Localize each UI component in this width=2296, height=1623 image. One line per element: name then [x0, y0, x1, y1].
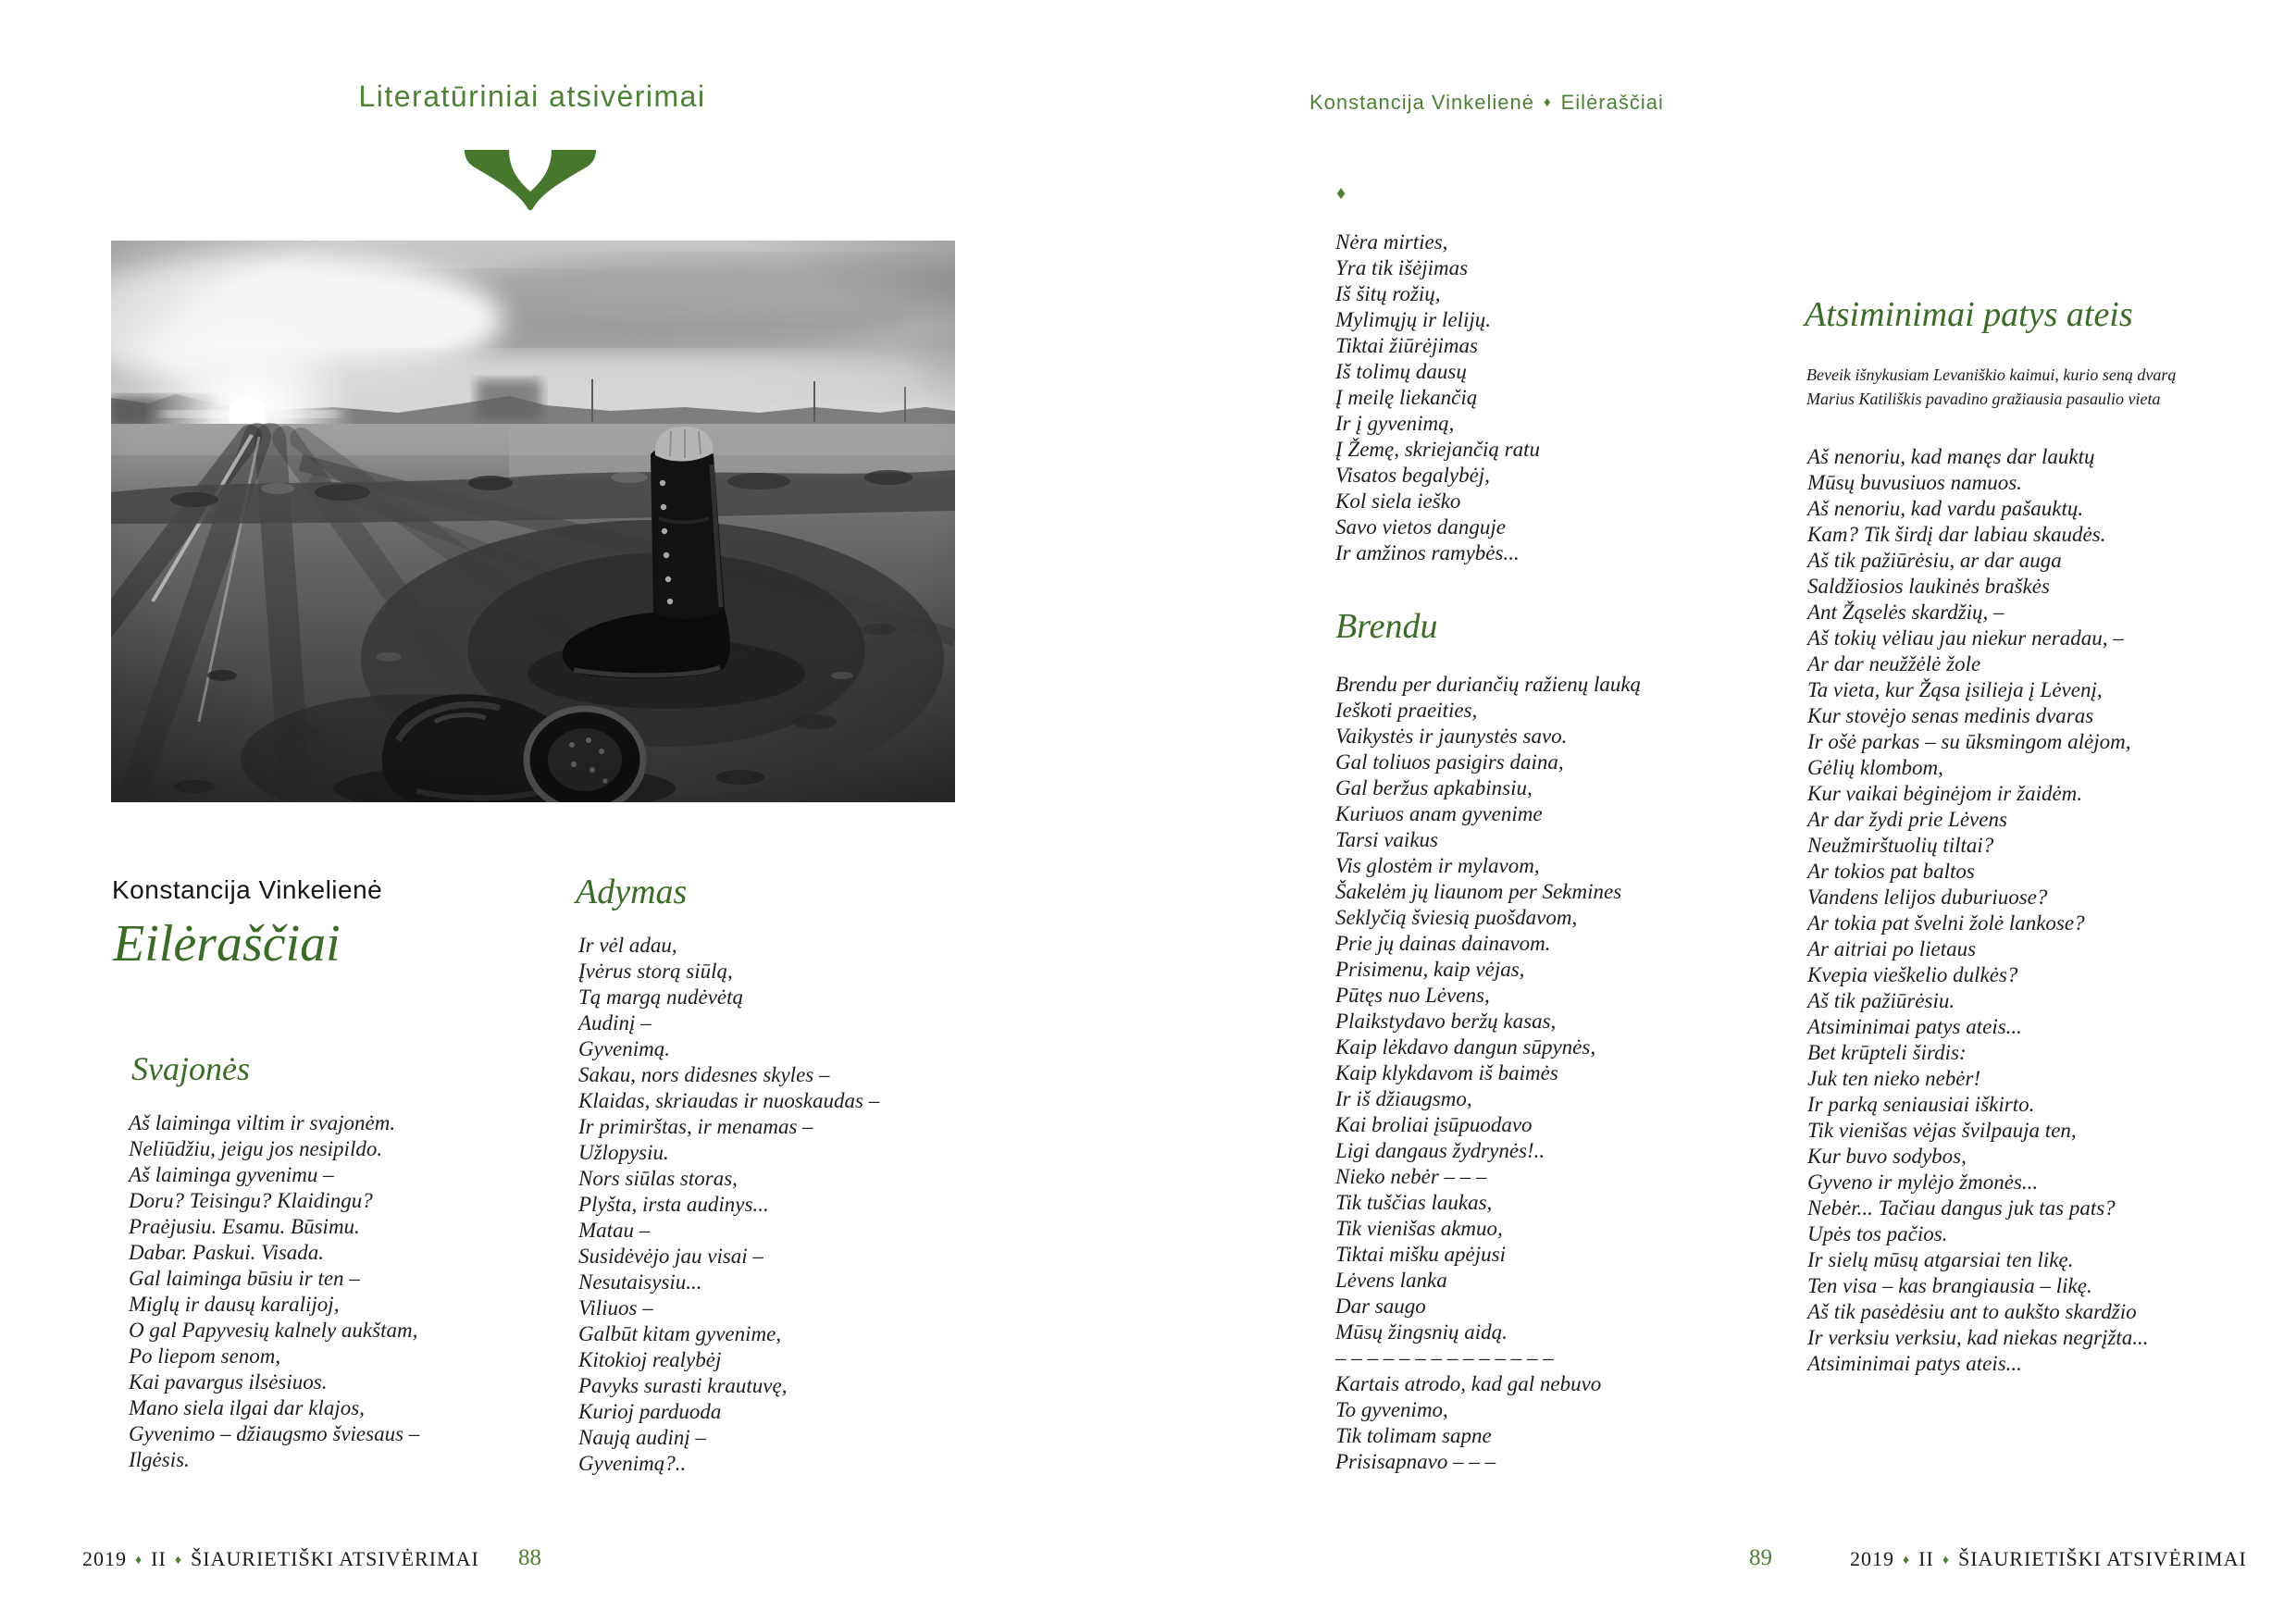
section-header: Literatūriniai atsivėrimai [358, 80, 706, 113]
poem-line: Aš tokių vėliau jau niekur neradau, – [1807, 626, 2124, 650]
poem-line: Ar tokia pat švelni žolė lankose? [1807, 911, 2085, 935]
poem-line: Nieko nebėr – – – [1335, 1165, 1487, 1188]
poem-line: Aš laiminga viltim ir svajonėm. [129, 1111, 396, 1134]
poem-line: Dabar. Paskui. Visada. [129, 1241, 325, 1264]
poem-title-svajones: Svajonės [131, 1050, 250, 1087]
poem-line: Kartais atrodo, kad gal nebuvo [1335, 1372, 1602, 1395]
poem-line: Aš nenoriu, kad vardu pašauktų. [1807, 497, 2084, 520]
poem-line: Tiktai mišku apėjusi [1335, 1243, 1506, 1266]
poem-line: Ir ošė parkas – su ūksmingom alėjom, [1807, 730, 2131, 753]
poem-line: Brendu per duriančių ražienų lauką [1335, 673, 1642, 696]
poem-line: Tą margą nudėvėtą [578, 985, 744, 1009]
poem-line: Kaip klykdavom iš baimės [1335, 1061, 1558, 1084]
poem-line: Dar saugo [1335, 1295, 1426, 1318]
poem-line: Ieškoti praeities, [1335, 699, 1478, 722]
right-page-number: 89 [1749, 1545, 1772, 1570]
poem-line: Mylimųjų ir lelijų. [1335, 308, 1492, 331]
poem-line: Ir parką seniausiai iškirto. [1807, 1093, 2035, 1116]
poem-untitled [1335, 229, 1540, 566]
poem-line: Tik vienišas vėjas švilpauja ten, [1807, 1119, 2077, 1142]
poem-line: Nors siūlas storas, [578, 1167, 738, 1190]
poem-title-adymas: Adymas [576, 873, 688, 911]
diamond-icon: ♦ [1942, 1554, 1950, 1567]
poem-line: Tiktai žiūrėjimas [1335, 334, 1478, 357]
poem-line: Lėvens lanka [1335, 1269, 1447, 1292]
poem-line: Tik vienišas akmuo, [1335, 1217, 1503, 1240]
poem-line: Aš tik pažiūrėsiu, ar dar auga [1807, 549, 2062, 572]
open-book-logo [461, 146, 600, 213]
poem-svajones [129, 1110, 419, 1473]
poem-line: Ten visa – kas brangiausia – likę. [1807, 1274, 2092, 1297]
poem-line: Kai broliai įsūpuodavo [1335, 1113, 1533, 1136]
poem-epigraph [1806, 363, 2176, 411]
poem-marker-diamond-icon: ♦ [1336, 183, 1347, 204]
poem-line: Mano siela ilgai dar klajos, [129, 1396, 365, 1419]
poem-line: Gal beržus apkabinsiu, [1335, 776, 1533, 799]
poem-line: Kur vaikai bėginėjom ir žaidėm. [1807, 782, 2083, 805]
poem-line: Klaidas, skriaudas ir nuoskaudas – [578, 1089, 880, 1112]
poem-line: Gėlių klombom, [1807, 756, 1943, 779]
poem-line: Yra tik išėjimas [1335, 256, 1469, 279]
poem-line: Vaikystės ir jaunystės savo. [1335, 725, 1568, 748]
poem-line: Ar tokios pat baltos [1807, 860, 1975, 883]
poem-line: Ta vieta, kur Žąsa įsilieja į Lėvenį, [1807, 678, 2103, 701]
poem-brendu [1335, 672, 1641, 1475]
poem-line: Ir primirštas, ir menamas – [578, 1115, 813, 1138]
poem-line: Juk ten nieko nebėr! [1807, 1067, 1981, 1090]
poem-line: Kol siela ieško [1335, 489, 1461, 513]
footer-magazine: ŠIAURIETIŠKI ATSIVĖRIMAI [190, 1547, 479, 1570]
footer-magazine: ŠIAURIETIŠKI ATSIVĖRIMAI [1957, 1547, 2247, 1570]
header-title: Eilėraščiai [1560, 91, 1664, 114]
poem-line: Plyšta, irsta audinys... [578, 1193, 769, 1216]
diamond-icon: ♦ [1543, 94, 1552, 110]
poem-line: Atsiminimai patys ateis... [1807, 1352, 2022, 1375]
poem-line: Ir iš džiaugsmo, [1335, 1087, 1472, 1110]
poem-line: Įvėrus storą siūlą, [578, 960, 733, 983]
poem-line: Audinį – [578, 1011, 652, 1035]
poem-line: Kuriuos anam gyvenime [1335, 802, 1543, 825]
poem-line: Viliuos – [578, 1296, 653, 1319]
poem-line: Susidėvėjo jau visai – [578, 1245, 763, 1268]
poem-line: Gyveno ir mylėjo žmonės... [1807, 1171, 2039, 1194]
poem-line: Kur stovėjo senas medinis dvaras [1807, 704, 2094, 727]
diamond-icon: ♦ [174, 1554, 182, 1567]
poem-adymas [578, 933, 879, 1477]
poem-line: Marius Katiliškis pavadino gražiausia pasaulio vieta [1806, 390, 2161, 408]
poem-line: Į Žemę, skriejančią ratu [1335, 438, 1541, 461]
poem-title-atsiminimai: Atsiminimai patys ateis [1805, 295, 2133, 334]
poem-line: Kitokioj realybėj [578, 1348, 722, 1371]
poem-line: Savo vietos danguje [1335, 515, 1506, 539]
poem-line: Gyvenimo – džiaugsmo šviesaus – [129, 1422, 420, 1445]
poem-line: Ant Žąselės skardžių, – [1807, 601, 2004, 624]
header-author: Konstancija Vinkelienė [1309, 91, 1534, 114]
poem-line: Seklyčią šviesią puošdavom, [1335, 906, 1578, 929]
poem-line: Visatos begalybėj, [1335, 464, 1490, 487]
poem-line: Plaikstydavo beržų kasas, [1335, 1010, 1557, 1033]
poem-line: Ir vėl adau, [578, 934, 677, 957]
poem-line: Ar dar žydi prie Lėvens [1807, 808, 2007, 831]
poem-line: Gal toliuos pasigirs daina, [1335, 750, 1564, 774]
poem-line: Ir verksiu verksiu, kad niekas negrįžta... [1807, 1326, 2149, 1349]
poem-line: Į meilę liekančią [1335, 386, 1478, 409]
poem-line: Iš tolimų dausų [1335, 360, 1467, 383]
poem-line: Ir sielų mūsų atgarsiai ten likę. [1807, 1248, 2074, 1271]
field-photo [111, 241, 955, 802]
poem-line: Aš nenoriu, kad manęs dar lauktų [1807, 445, 2095, 468]
poem-line: Kvepia vieškelio dulkės? [1807, 963, 2018, 986]
poem-line: Doru? Teisingu? Klaidingu? [129, 1189, 373, 1212]
footer-year: 2019 [1850, 1547, 1894, 1570]
poem-line: Galbūt kitam gyvenime, [578, 1322, 782, 1345]
poem-line: Kur buvo sodybos, [1807, 1145, 1967, 1168]
poem-line: Užlopysiu. [578, 1141, 669, 1164]
poem-line: Gyvenimą. [578, 1037, 670, 1060]
poem-line: Šakelėm jų liaunom per Sekmines [1335, 880, 1622, 903]
poem-line: Naują audinį – [578, 1426, 707, 1449]
poem-line: Nėra mirties, [1335, 230, 1448, 254]
right-page-header [1309, 91, 1664, 115]
poem-atsiminimai [1807, 444, 2149, 1377]
poem-line: Aš tik pažiūrėsiu. [1807, 989, 1955, 1012]
poem-line: Ar aitriai po lietaus [1807, 937, 1977, 960]
poem-line: Mūsų žingsnių aidą. [1335, 1320, 1508, 1344]
right-footer [1850, 1547, 2247, 1571]
poem-line: Po liepom senom, [129, 1344, 281, 1368]
poem-line: Nebėr... Tačiau dangus juk tas pats? [1807, 1196, 2116, 1220]
poem-line: Ligi dangaus žydrynės!.. [1335, 1139, 1545, 1162]
poem-line: Tarsi vaikus [1335, 828, 1438, 851]
left-footer [82, 1547, 479, 1571]
poem-line: Prie jų dainas dainavom. [1335, 932, 1551, 955]
poem-line: Gal laiminga būsiu ir ten – [129, 1267, 360, 1290]
poem-line: Beveik išnykusiam Levaniškio kaimui, kurio seną dvarą [1806, 365, 2177, 384]
poem-line: Ir į gyvenimą, [1335, 412, 1455, 435]
poem-line: Sakau, nors didesnes skyles – [578, 1063, 830, 1086]
poem-line: Ar dar neužžėlė žole [1807, 652, 1981, 675]
poem-line: Miglų ir dausų karalijoj, [129, 1293, 340, 1316]
poem-line: Tik tuščias laukas, [1335, 1191, 1493, 1214]
diamond-icon: ♦ [1903, 1554, 1911, 1567]
left-page-number: 88 [518, 1545, 541, 1570]
poem-title-brendu: Brendu [1335, 607, 1438, 646]
poem-line: Kai pavargus ilsėsiuos. [129, 1370, 328, 1394]
poem-line: Bet krūpteli širdis: [1807, 1041, 1967, 1064]
footer-volume: II [151, 1547, 167, 1570]
poem-line: Iš šitų rožių, [1335, 282, 1441, 305]
poem-line: Ir amžinos ramybės... [1335, 541, 1520, 564]
poem-line: Mūsų buvusiuos namuos. [1807, 471, 2022, 494]
poem-line: – – – – – – – – – – – – – – [1335, 1346, 1554, 1369]
poem-line: Kam? Tik širdį dar labiau skaudės. [1807, 523, 2106, 546]
poem-line: Ilgėsis. [129, 1448, 190, 1471]
poem-line: To gyvenimo, [1335, 1398, 1448, 1421]
poem-line: Matau – [578, 1219, 651, 1242]
poem-line: Neužmirštuolių tiltai? [1807, 834, 1994, 857]
poem-line: Kaip lėkdavo dangun sūpynės, [1335, 1035, 1596, 1059]
footer-volume: II [1918, 1547, 1934, 1570]
poem-line: Vis glostėm ir mylavom, [1335, 854, 1540, 877]
poem-line: Saldžiosios laukinės braškės [1807, 575, 2050, 598]
poem-line: Aš laiminga gyvenimu – [129, 1163, 334, 1186]
poem-line: Gyvenimą?.. [578, 1452, 687, 1475]
poem-line: Aš tik pasėdėsiu ant to aukšto skardžio [1807, 1300, 2137, 1323]
poem-line: Tik tolimam sapne [1335, 1424, 1492, 1447]
poem-line: Pavyks surasti krautuvę, [578, 1374, 788, 1397]
poem-line: Praėjusiu. Esamu. Būsimu. [129, 1215, 360, 1238]
poem-line: Vandens lelijos duburiuose? [1807, 886, 2048, 909]
page-title: Eilėraščiai [113, 915, 341, 973]
poem-line: Prisisapnavo – – – [1335, 1450, 1496, 1473]
footer-year: 2019 [82, 1547, 127, 1570]
poem-line: Upės tos pačios. [1807, 1222, 1948, 1245]
poem-line: O gal Papyvesių kalnely aukštam, [129, 1319, 418, 1342]
poem-line: Prisimenu, kaip vėjas, [1335, 958, 1525, 981]
author-name: Konstancija Vinkelienė [112, 875, 383, 904]
poem-line: Kurioj parduoda [578, 1400, 722, 1423]
poem-line: Pūtęs nuo Lėvens, [1335, 984, 1490, 1007]
field-photo-art [111, 241, 955, 802]
poem-line: Atsiminimai patys ateis... [1807, 1015, 2022, 1038]
poem-line: Neliūdžiu, jeigu jos nesipildo. [129, 1137, 383, 1160]
diamond-icon: ♦ [135, 1554, 143, 1567]
poem-line: Nesutaisysiu... [578, 1270, 702, 1294]
